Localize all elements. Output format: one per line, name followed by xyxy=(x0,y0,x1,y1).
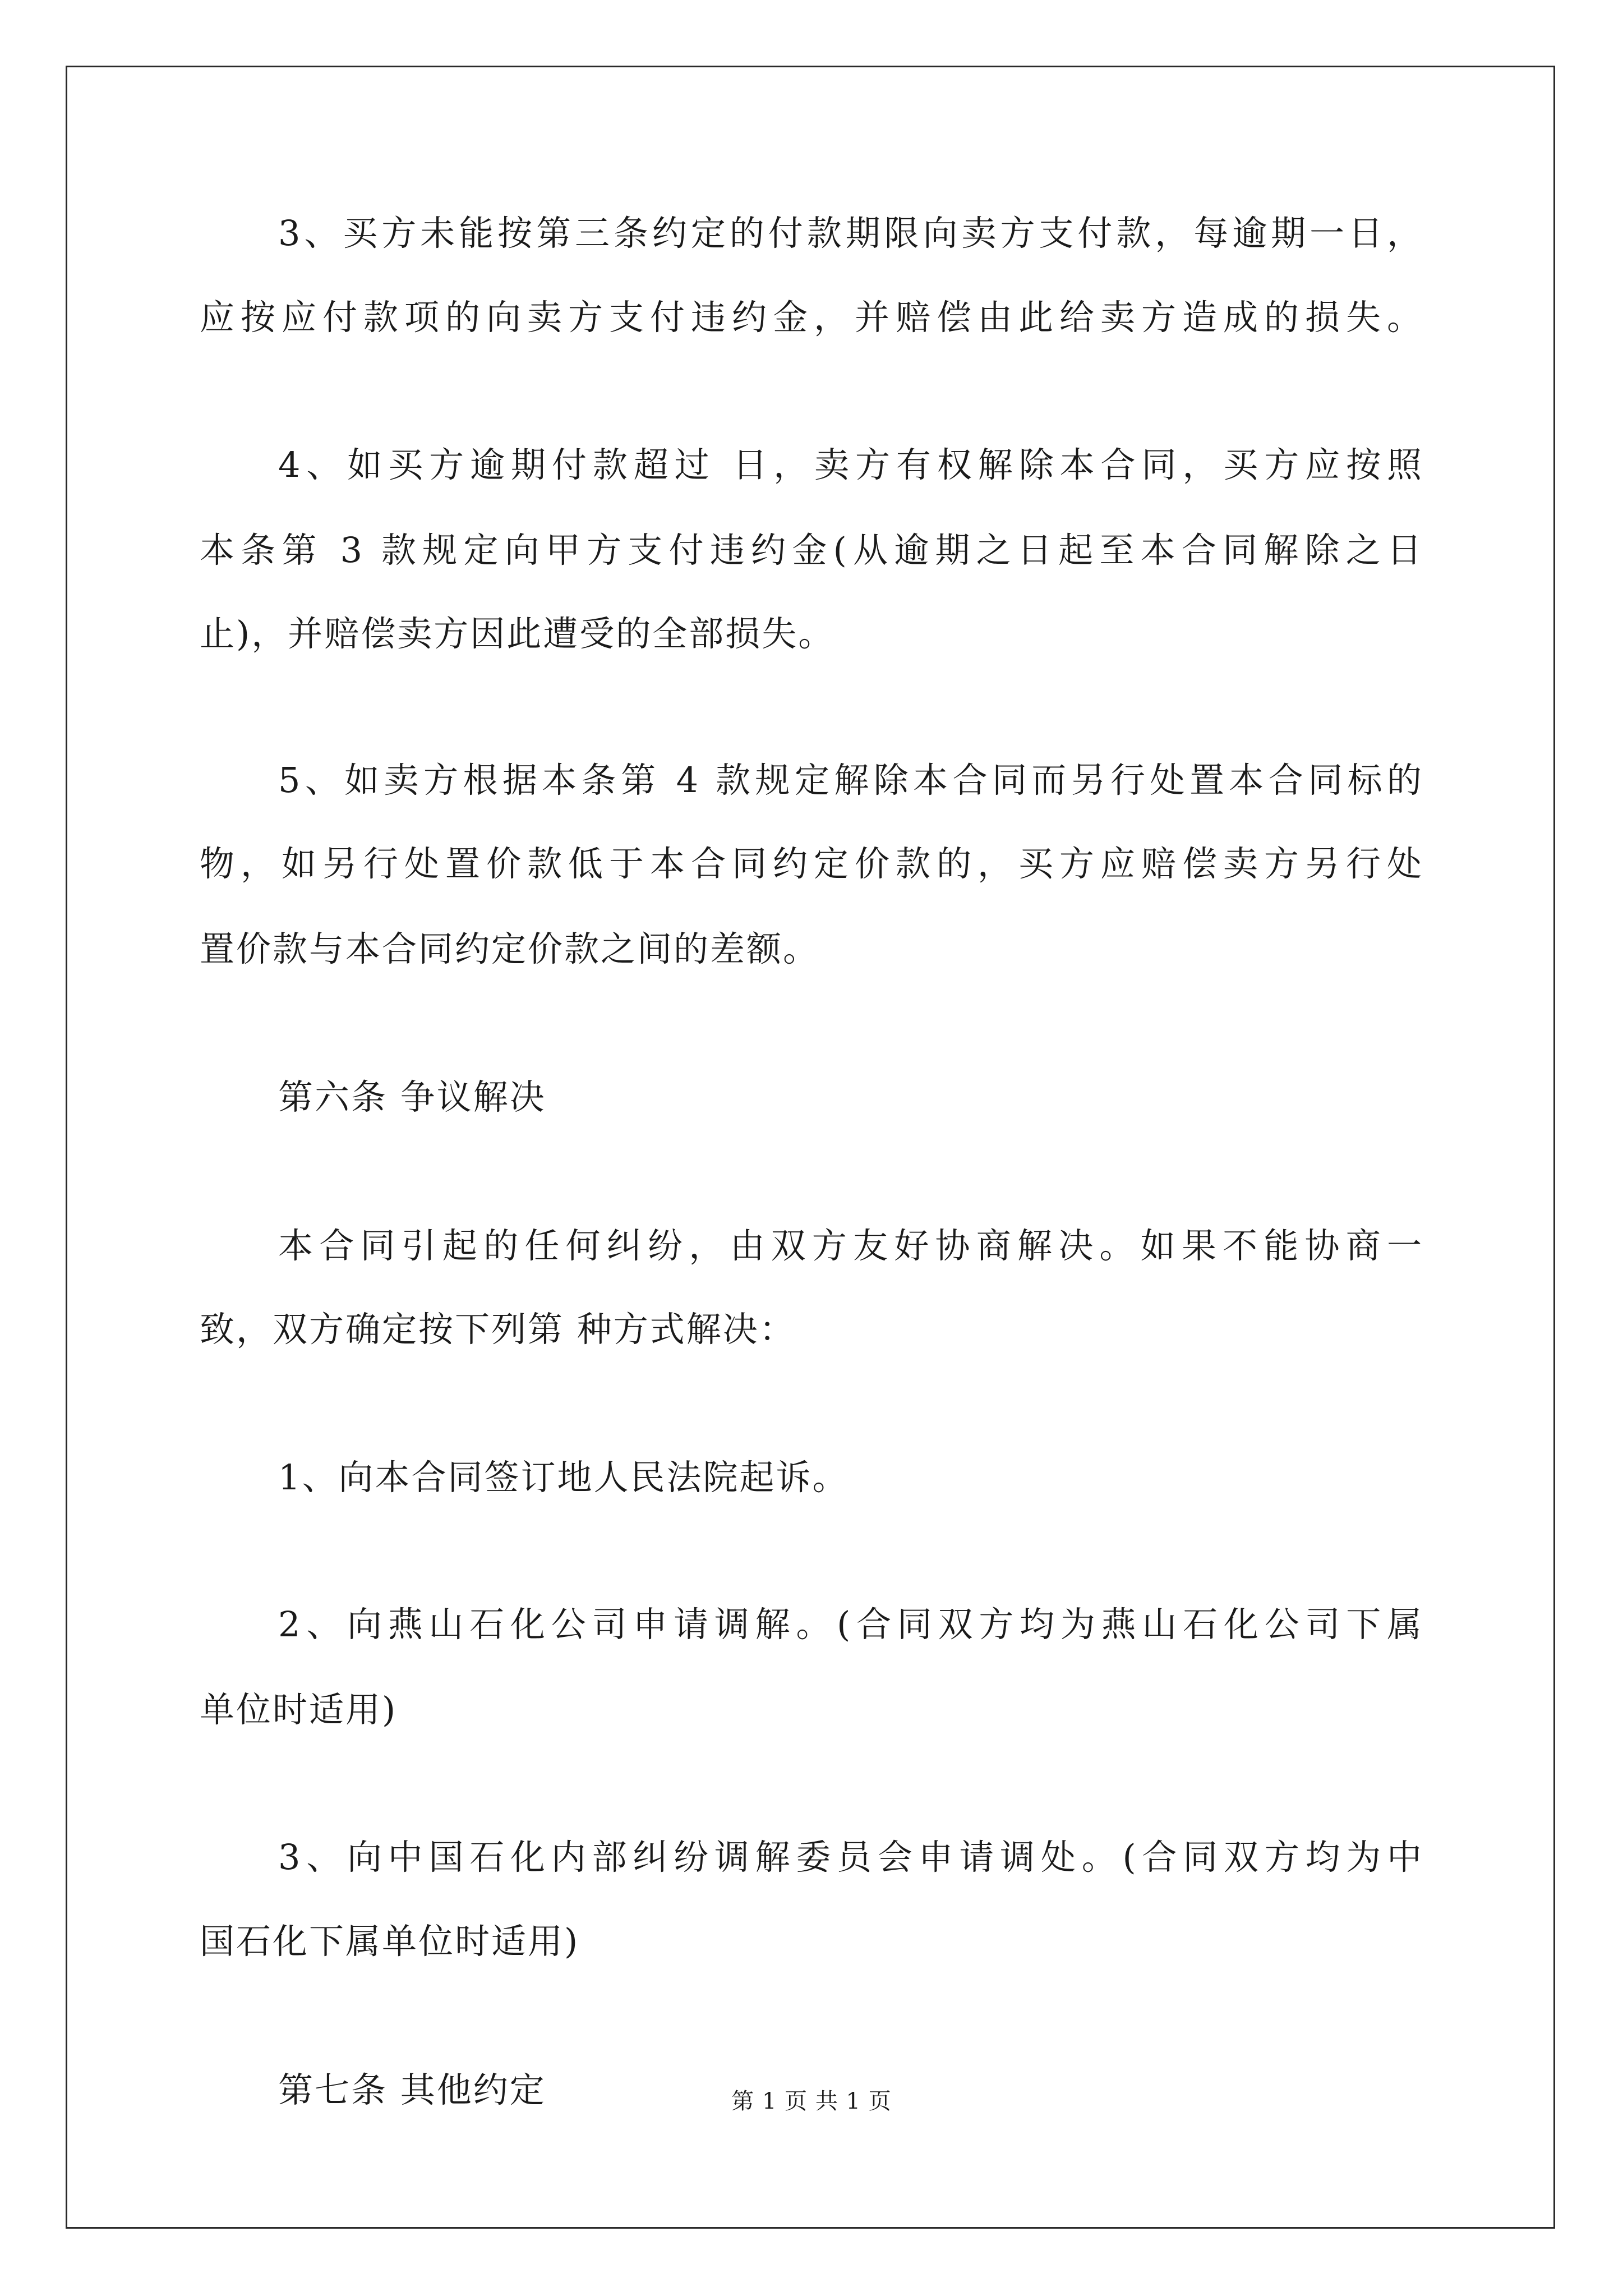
text-line: 4、如买方逾期付款超过 日，卖方有权解除本合同，买方应按照 xyxy=(278,444,1423,485)
text-line: 单位时适用) xyxy=(200,1689,398,1730)
page-border xyxy=(66,66,1555,2229)
text-line: 物，如另行处置价款低于本合同约定价款的，买方应赔偿卖方另行处 xyxy=(200,843,1423,884)
article-heading: 第七条 其他约定 xyxy=(278,2069,546,2110)
text-line: 2、向燕山石化公司申请调解。(合同双方均为燕山石化公司下属 xyxy=(278,1604,1423,1645)
text-line: 应按应付款项的向卖方支付违约金，并赔偿由此给卖方造成的损失。 xyxy=(200,297,1423,338)
text-line: 置价款与本合同约定价款之间的差额。 xyxy=(200,928,820,969)
article-heading: 第六条 争议解决 xyxy=(278,1076,546,1117)
page-number: 第 1 页 共 1 页 xyxy=(731,2088,892,2114)
text-line: 1、向本合同签订地人民法院起诉。 xyxy=(278,1457,849,1498)
text-line: 本条第 3 款规定向甲方支付违约金(从逾期之日起至本合同解除之日 xyxy=(200,530,1423,570)
text-line: 致，双方确定按下列第 种方式解决： xyxy=(200,1309,796,1350)
text-line: 3、向中国石化内部纠纷调解委员会申请调处。(合同双方均为中 xyxy=(278,1837,1423,1878)
text-line: 本合同引起的任何纠纷，由双方友好协商解决。如果不能协商一 xyxy=(278,1225,1423,1266)
text-line: 国石化下属单位时适用) xyxy=(200,1921,580,1962)
text-line: 3、买方未能按第三条约定的付款期限向卖方支付款，每逾期一日， xyxy=(278,213,1423,254)
text-line: 5、如卖方根据本条第 4 款规定解除本合同而另行处置本合同标的 xyxy=(278,760,1423,800)
text-line: 止)，并赔偿卖方因此遭受的全部损失。 xyxy=(200,613,835,654)
